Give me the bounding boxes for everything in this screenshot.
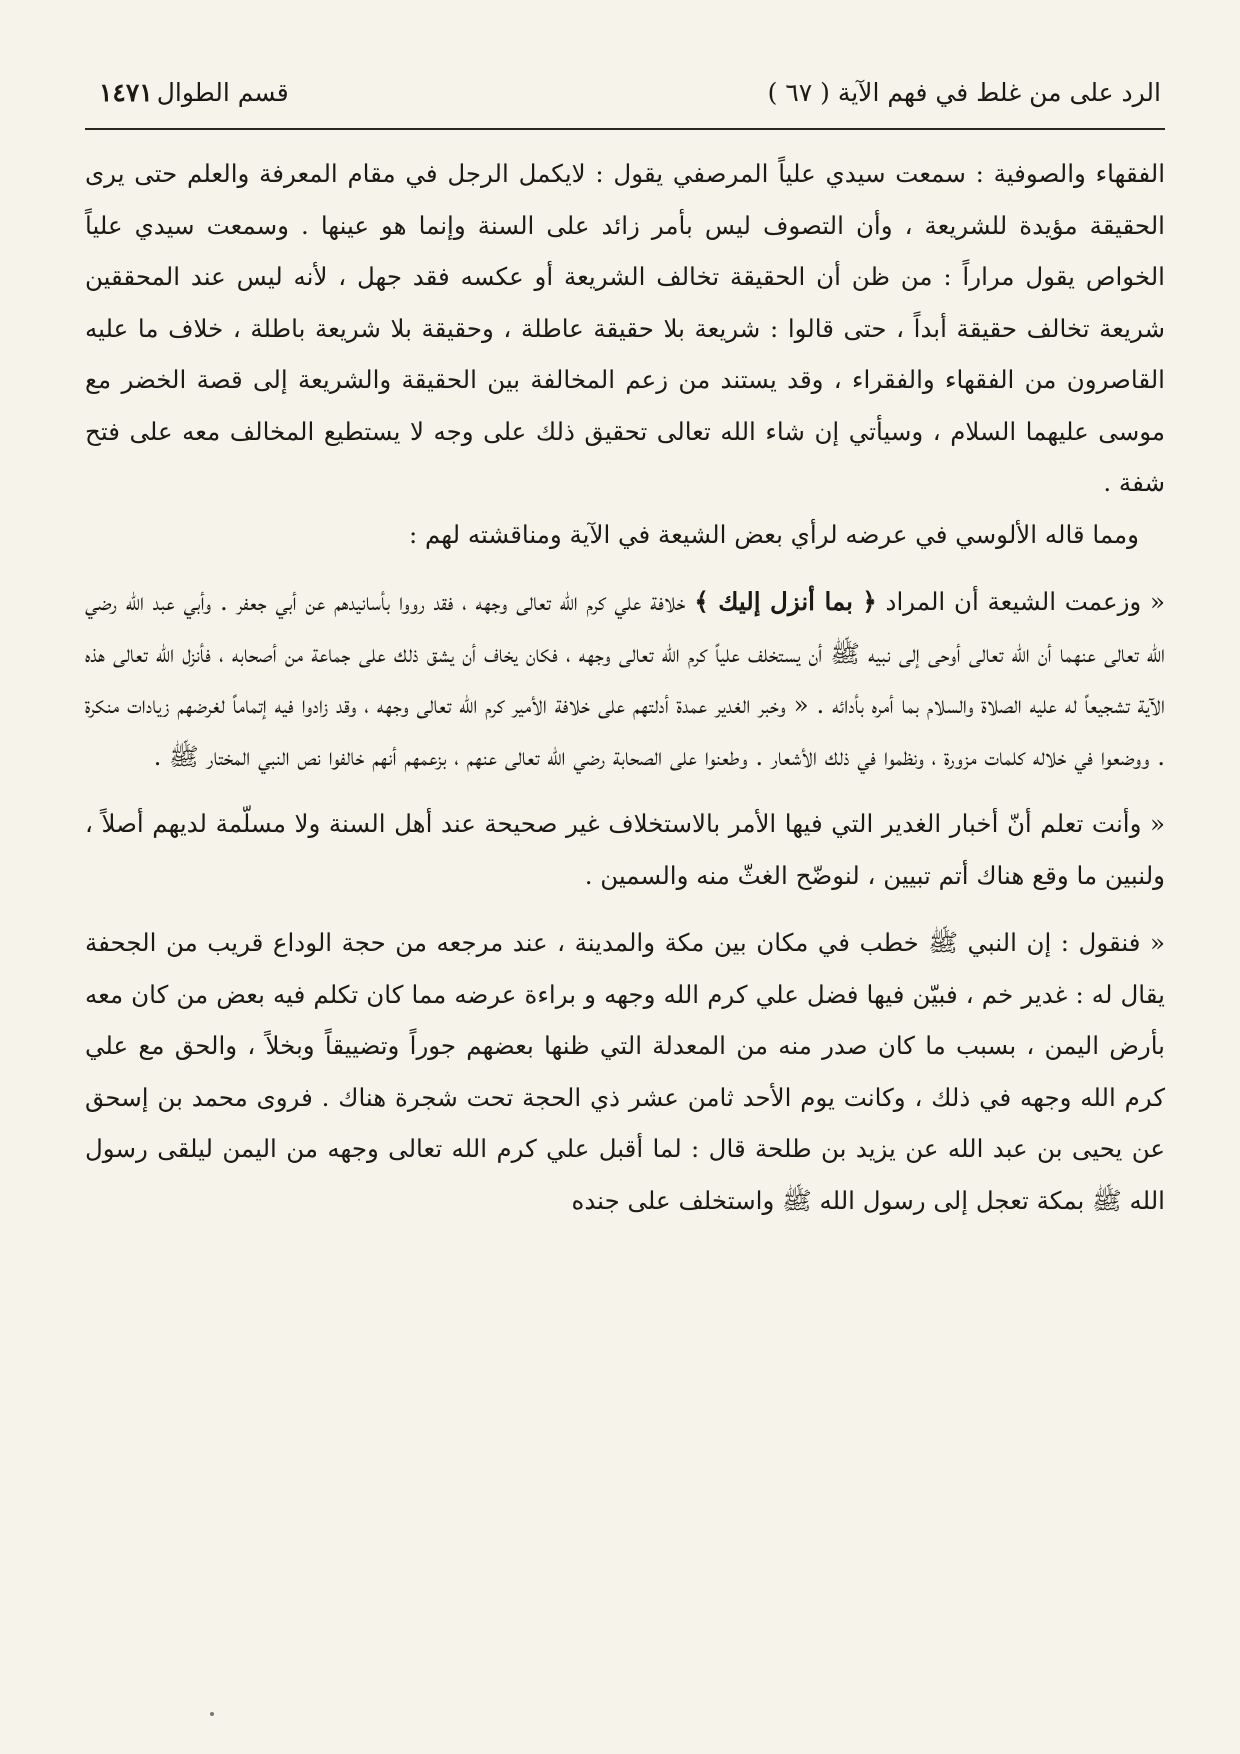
paragraph-2: ومما قاله الألوسي في عرضه لرأي بعض الشيعة في الآية ومناقشته لهم : xyxy=(408,519,1139,549)
paragraph-3-start: « وزعمت الشيعة أن المراد xyxy=(885,587,1165,616)
page-number: ١٤٧١ xyxy=(99,78,153,107)
paragraph-3 xyxy=(85,576,1165,782)
header-title: الرد على من غلط في فهم الآية ( ٦٧ ) xyxy=(767,78,1161,107)
paragraph-5: « فنقول : إن النبي ﷺ خطب في مكان بين مكة والمدينة ، عند مرجعه من حجة الوداع قريب من الجحفة يقال له : غدير خم ، فبيّن فيها فضل علي كرم الله وجهه و براءة عرضه مما كان تكلم فيه بعض من كان معه بأرض اليمن ، بسبب ما كان صدر منه من المعدلة التي ظنها بعضهم جوراً وتضييقاً وبخلاً ، والحق مع علي كرم الله وجهه في ذلك ، وكانت يوم الأحد ثامن عشر ذي الحجة تحت شجرة هناك . فروى محمد بن إسحق عن يحيى بن عبد الله عن يزيد بن طلحة قال : لما أقبل علي كرم الله تعالى وجهه من اليمن ليلقى رسول الله ﷺ بمكة تعجل إلى رسول الله ﷺ واستخلف على جنده xyxy=(85,928,1165,1215)
header-divider xyxy=(85,128,1165,130)
paragraph-1: الفقهاء والصوفية : سمعت سيدي علياً المرصفي يقول : لايكمل الرجل في مقام المعرفة والعلم حتى يرى الحقيقة مؤيدة للشريعة ، وأن التصوف ليس بأمر زائد على السنة وإنما هو عينها . وسمعت سيدي علياً الخواص يقول مراراً : من ظن أن الحقيقة تخالف الشريعة أو عكسه فقد جهل ، لأنه ليس عند المحققين شريعة تخالف حقيقة أبداً ، حتى قالوا : شريعة بلا حقيقة عاطلة ، وحقيقة بلا شريعة باطلة ، خلاف ما عليه القاصرون من الفقهاء والفقراء ، وقد يستند من زعم المخالفة بين الحقيقة والشريعة إلى قصة الخضر مع موسى عليهما السلام ، وسيأتي إن شاء الله تعالى تحقيق ذلك على وجه لا يستطيع المخالف معه على فتح شفة . xyxy=(85,159,1165,497)
page-speck xyxy=(210,1712,214,1716)
paragraph-4: « وأنت تعلم أنّ أخبار الغدير التي فيها الأمر بالاستخلاف غير صحيحة عند أهل السنة ولا مسلّمة لديهم أصلاً ، ولنبين ما وقع هناك أتم تبيين ، لنوضّح الغثّ منه والسمين . xyxy=(85,809,1165,890)
paragraph-3-rest: خلافة علي كرم الله تعالى وجهه ، فقد رووا بأسانيدهم عن أبي جعفر . وأبي عبد الله رضي الله تعالى عنهما أن الله تعالى أوحى إلى نبيه ﷺ أن يستخلف علياً كرم الله تعالى وجهه ، فكان يخاف أن يشق ذلك على جماعة من أصحابه ، فأنزل الله تعالى هذه الآية تشجيعاً له عليه الصلاة والسلام بما أمره بأدائه . « وخبر الغدير عمدة أدلتهم على خلافة الأمير كرم الله تعالى وجهه ، وقد زادوا فيه إتماماً لغرضهم زيادات منكرة . ووضعوا في خلاله كلمات مزورة ، ونظموا في ذلك الأشعار . وطعنوا على الصحابة رضي الله تعالى عنهم ، بزعمهم أنهم خالفوا نص النبي المختار ﷺ . xyxy=(85,587,1165,771)
running-header xyxy=(85,78,1165,122)
header-section-group xyxy=(89,78,289,107)
header-section: قسم الطوال xyxy=(156,78,289,107)
quran-verse: ﴿ بما أنزل إليك ﴾ xyxy=(694,587,877,616)
